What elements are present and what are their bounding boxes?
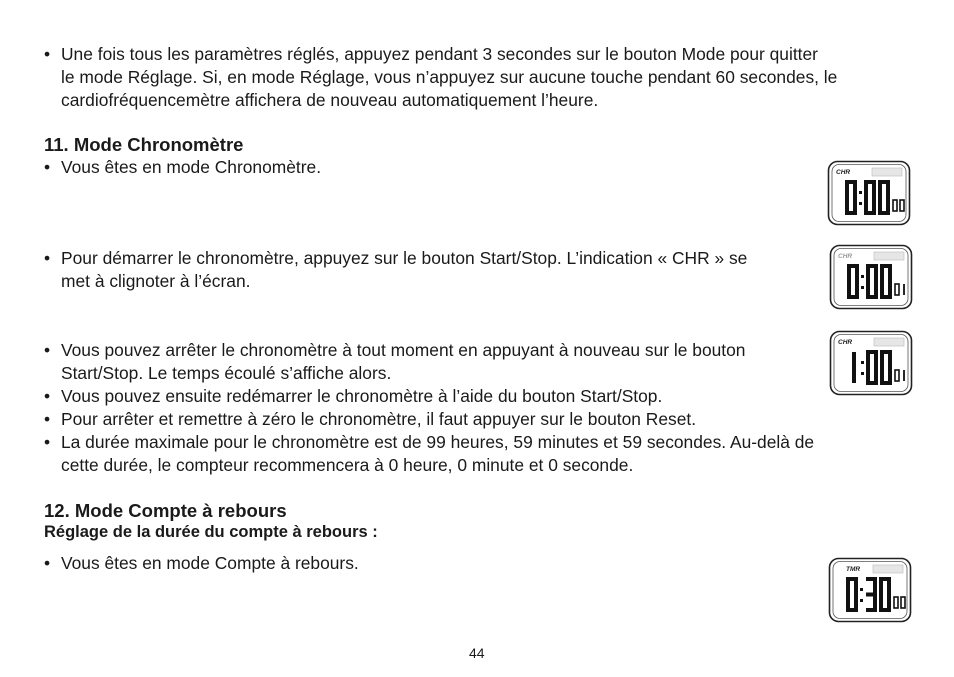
watch-display-2: [829, 244, 913, 310]
display-mode-label: TMR: [846, 566, 861, 573]
bullet: •: [44, 386, 51, 406]
s11-item-5-line-1: Pour arrêter et remettre à zéro le chronomètre, il faut appuyer sur le bouton Reset.: [61, 409, 697, 429]
s11-item-3-line-2: Start/Stop. Le temps écoulé s’affiche alors.: [61, 363, 392, 383]
s11-item-2-line-1: Pour démarrer le chronomètre, appuyez sur le bouton Start/Stop. L’indication « CHR » se: [61, 248, 748, 268]
section-11-heading: 11. Mode Chronomètre: [44, 134, 244, 155]
section-12-heading: 12. Mode Compte à rebours: [44, 500, 287, 521]
watch-display-4: [828, 557, 912, 623]
display-mode-label: CHR: [838, 253, 853, 260]
watch-display-1: [827, 160, 911, 226]
s11-item-3-line-1: Vous pouvez arrêter le chronomètre à tout moment en appuyant à nouveau sur le bouton: [61, 340, 746, 360]
s11-item-6-line-1: La durée maximale pour le chronomètre est de 99 heures, 59 minutes et 59 secondes. Au-delà de: [61, 432, 815, 452]
watch-display-3: [829, 330, 913, 396]
s11-item-2-line-2: met à clignoter à l’écran.: [61, 271, 251, 291]
s12-item-1-line-1: Vous êtes en mode Compte à rebours.: [61, 553, 359, 573]
lcd-digits: [847, 182, 888, 213]
s11-item-1-line-1: Vous êtes en mode Chronomètre.: [61, 157, 322, 177]
s11-item-4-line-1: Vous pouvez ensuite redémarrer le chronomètre à l’aide du bouton Start/Stop.: [61, 386, 663, 406]
bullet: •: [44, 157, 51, 177]
page-number: 44: [469, 645, 485, 661]
display-mode-label: CHR: [836, 169, 851, 176]
intro-line-1: Une fois tous les paramètres réglés, appuyez pendant 3 secondes sur le bouton Mode pour quitter: [61, 44, 818, 64]
bullet: •: [44, 340, 51, 360]
bullet: •: [44, 44, 51, 64]
bullet: •: [44, 432, 51, 452]
section-12-subheading: Réglage de la durée du compte à rebours :: [44, 523, 378, 541]
intro-line-2: le mode Réglage. Si, en mode Réglage, vous n’appuyez sur aucune touche pendant 60 secondes, le: [61, 67, 838, 87]
s11-item-6-line-2: cette durée, le compteur recommencera à 0 heure, 0 minute et 0 seconde.: [61, 455, 634, 475]
bullet: •: [44, 409, 51, 429]
display-mode-label: CHR: [838, 339, 853, 346]
bullet: •: [44, 248, 51, 268]
intro-line-3: cardiofréquencemètre affichera de nouveau automatiquement l’heure.: [61, 90, 599, 110]
bullet: •: [44, 553, 51, 573]
